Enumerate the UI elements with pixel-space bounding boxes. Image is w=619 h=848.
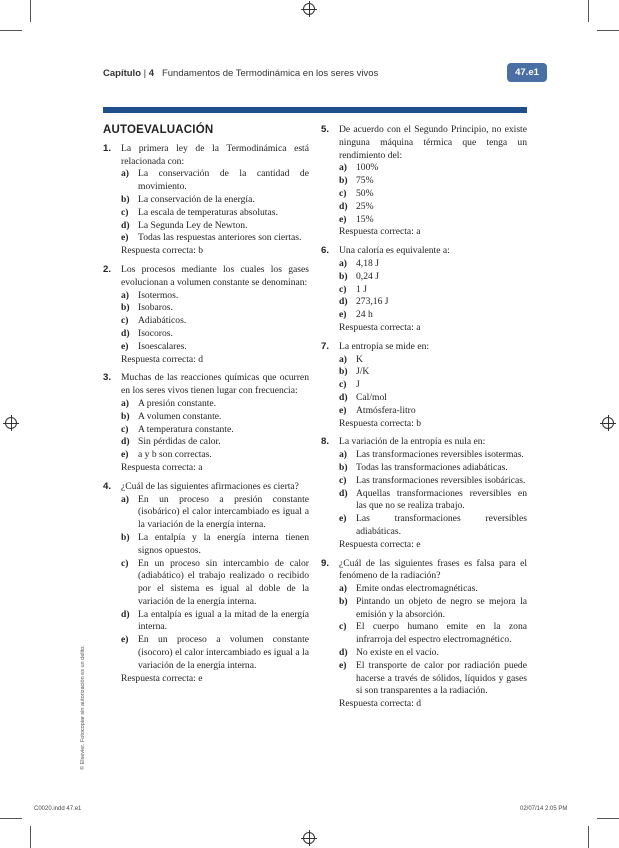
answer-option: [121, 494, 309, 532]
section-title: AUTOEVALUACIÓN: [103, 124, 214, 136]
answer-option: [121, 168, 309, 194]
option-text: Las transformaciones reversibles adiabáticas.: [356, 513, 527, 537]
option-text: Emite ondas electromagnéticas.: [356, 583, 478, 595]
question-item: [103, 372, 309, 474]
option-text: 15%: [356, 213, 374, 225]
question-number: 7.: [321, 340, 330, 352]
answer-option: [121, 634, 309, 672]
question-number: 8.: [321, 436, 330, 448]
question-item: [321, 124, 527, 239]
answer-option: [339, 214, 527, 227]
option-letter: d): [121, 327, 130, 339]
option-text: Aquellas transformaciones reversibles en las que no se realiza trabajo.: [356, 487, 527, 512]
option-text: Las transformaciones reversibles isotermas.: [356, 449, 524, 461]
left-column: [103, 124, 309, 691]
option-text: La Segunda Ley de Newton.: [138, 219, 248, 231]
question-item: [103, 481, 309, 686]
option-text: Pintando un objeto de negro se mejora la emisión y la absorción.: [356, 595, 527, 620]
option-letter: e): [121, 340, 129, 352]
answer-option: [339, 188, 527, 201]
question-number: 5.: [321, 124, 330, 135]
question-number: 9.: [321, 557, 330, 569]
option-letter: e): [339, 404, 347, 416]
option-text: Isotermos.: [138, 289, 179, 301]
option-text: 0,24 J: [356, 270, 379, 282]
answer-option: [339, 513, 527, 539]
option-letter: a): [339, 449, 347, 461]
question-item: [103, 143, 309, 258]
question-text: La primera ley de la Termodinámica está relacionada con:: [121, 142, 309, 167]
answer-option: [339, 175, 527, 188]
answer-option: [339, 162, 527, 175]
answer-option: [339, 596, 527, 622]
option-letter: d): [339, 296, 348, 308]
answer-option: [339, 201, 527, 214]
option-letter: b): [339, 366, 348, 378]
question-text: ¿Cuál de las siguientes frases es falsa para el fenómeno de la radiación?: [339, 557, 527, 582]
answer-option: [121, 315, 309, 328]
option-text: Todas las respuestas anteriores son ciertas.: [138, 232, 302, 244]
option-letter: b): [121, 193, 130, 205]
answer-option: [339, 354, 527, 367]
option-letter: b): [121, 531, 130, 543]
option-letter: c): [339, 621, 347, 633]
trim-mark: [588, 826, 589, 848]
option-letter: b): [121, 302, 130, 314]
question-text: Una caloría es equivalente a:: [339, 245, 450, 257]
question-number: 4.: [103, 480, 112, 492]
answer-option: [339, 284, 527, 297]
correct-answer: Respuesta correcta: a: [339, 321, 421, 333]
option-text: A volumen constante.: [138, 410, 222, 422]
option-letter: c): [121, 206, 129, 218]
answer-option: [121, 220, 309, 233]
correct-answer: Respuesta correcta: a: [121, 461, 203, 473]
option-letter: b): [339, 175, 348, 187]
option-letter: e): [339, 309, 347, 321]
option-letter: a): [121, 289, 129, 301]
option-text: 1 J: [356, 283, 367, 295]
answer-option: [339, 366, 527, 379]
question-item: [321, 558, 527, 712]
chapter-label: Capítulo: [103, 68, 141, 79]
answer-option: [339, 660, 527, 698]
page-number-badge: 47.e1: [507, 63, 547, 82]
answer-option: [339, 621, 527, 647]
option-letter: c): [339, 187, 347, 199]
option-letter: d): [121, 436, 130, 448]
option-letter: e): [339, 659, 347, 671]
option-text: La entalpía es igual a la mitad de la energía interna.: [138, 608, 309, 633]
question-number: 6.: [321, 245, 330, 257]
trim-mark: [30, 0, 31, 22]
trim-mark: [0, 818, 22, 819]
correct-answer: Respuesta correcta: a: [339, 226, 421, 238]
answer-option: [339, 379, 527, 392]
option-text: Adiabáticos.: [138, 315, 187, 327]
option-text: Isoescalares.: [138, 340, 187, 352]
option-letter: e): [339, 213, 347, 225]
answer-option: [121, 302, 309, 315]
option-text: 25%: [356, 200, 374, 212]
answer-option: [339, 405, 527, 418]
option-letter: a): [121, 397, 129, 409]
question-item: [321, 245, 527, 335]
option-text: Cal/mol: [356, 391, 387, 403]
option-text: K: [356, 353, 363, 365]
header-rule: [103, 107, 527, 113]
option-letter: a): [339, 583, 347, 595]
answer-option: [121, 398, 309, 411]
option-letter: b): [339, 595, 348, 607]
option-letter: a): [339, 162, 347, 174]
answer-option: [121, 558, 309, 609]
option-text: Isocoros.: [138, 327, 173, 339]
option-letter: c): [121, 423, 129, 435]
option-text: A presión constante.: [138, 397, 217, 409]
question-item: [321, 436, 527, 551]
option-text: El transporte de calor por radiación puede hacerse a través de sólidos, líquidos y gases si son transparentes a la radiación.: [356, 659, 527, 697]
footer-file: C0020.indd 47.e1: [34, 806, 82, 812]
option-text: El cuerpo humano emite en la zona infrarroja del espectro electromagnético.: [356, 621, 527, 646]
option-letter: c): [121, 315, 129, 327]
answer-option: [121, 424, 309, 437]
option-letter: a): [121, 493, 129, 505]
trim-mark: [30, 826, 31, 848]
correct-answer: Respuesta correcta: e: [339, 538, 421, 550]
option-text: Isobaros.: [138, 302, 173, 314]
answer-option: [339, 462, 527, 475]
option-text: La conservación de la cantidad de movimiento.: [138, 168, 309, 193]
correct-answer: Respuesta correcta: b: [339, 417, 422, 429]
option-letter: c): [339, 379, 347, 391]
option-letter: d): [339, 647, 348, 659]
question-text: La variación de la entropía es nula en:: [339, 436, 486, 448]
answer-option: [339, 475, 527, 488]
option-letter: c): [339, 474, 347, 486]
option-text: 75%: [356, 175, 374, 187]
answer-option: [339, 296, 527, 309]
option-letter: e): [121, 449, 129, 461]
right-column: [321, 124, 527, 717]
answer-option: [339, 271, 527, 284]
answer-option: [121, 449, 309, 462]
registration-mark-icon: [303, 832, 315, 844]
answer-option: [121, 436, 309, 449]
correct-answer: Respuesta correcta: d: [339, 698, 422, 710]
option-letter: c): [339, 283, 347, 295]
option-letter: a): [121, 168, 129, 180]
trim-mark: [0, 30, 22, 31]
registration-mark-icon: [5, 417, 17, 429]
option-letter: a): [339, 257, 347, 269]
question-number: 3.: [103, 372, 112, 384]
question-text: De acuerdo con el Segundo Principio, no existe ninguna máquina térmica que tenga un rendimiento del:: [339, 124, 527, 161]
answer-option: [121, 609, 309, 635]
correct-answer: Respuesta correcta: e: [121, 672, 203, 684]
trim-mark: [597, 818, 619, 819]
option-text: En un proceso a presión constante (isobárico) el calor intercambiado es igual a la variación de la energía interna.: [138, 493, 309, 531]
option-text: J/K: [356, 366, 370, 378]
option-text: 24 h: [356, 309, 373, 321]
option-letter: d): [339, 391, 348, 403]
question-item: [321, 341, 527, 431]
question-number: 2.: [103, 263, 112, 275]
option-letter: d): [121, 219, 130, 231]
option-letter: e): [121, 634, 129, 646]
answer-option: [339, 583, 527, 596]
option-letter: d): [339, 487, 348, 499]
option-text: J: [356, 379, 360, 391]
option-letter: a): [339, 353, 347, 365]
answer-option: [339, 392, 527, 405]
registration-mark-icon: [602, 417, 614, 429]
option-text: 273,16 J: [356, 296, 389, 308]
option-letter: b): [339, 270, 348, 282]
answer-option: [121, 341, 309, 354]
question-text: Muchas de las reacciones químicas que ocurren en los seres vivos tienen lugar con frecuencia:: [121, 372, 309, 397]
answer-option: [339, 309, 527, 322]
option-text: Sin pérdidas de calor.: [138, 436, 221, 448]
answer-option: [339, 258, 527, 271]
option-text: A temperatura constante.: [138, 423, 234, 435]
option-text: La conservación de la energía.: [138, 193, 255, 205]
option-text: Las transformaciones reversibles isobáricas.: [356, 474, 526, 486]
answer-option: [121, 207, 309, 220]
answer-option: [121, 328, 309, 341]
option-letter: e): [121, 232, 129, 244]
question-text: La entropía se mide en:: [339, 340, 430, 352]
answer-option: [121, 532, 309, 558]
chapter-number: 4: [148, 68, 155, 79]
question-item: [103, 264, 309, 366]
option-letter: b): [339, 461, 348, 473]
correct-answer: Respuesta correcta: d: [121, 353, 204, 365]
option-text: Todas las transformaciones adiabáticas.: [356, 461, 508, 473]
option-text: 100%: [356, 162, 379, 174]
correct-answer: Respuesta correcta: b: [121, 245, 204, 257]
registration-mark-icon: [303, 3, 315, 15]
option-text: 4,18 J: [356, 257, 379, 269]
option-text: a y b son correctas.: [138, 449, 212, 461]
option-text: La entalpía y la energía interna tienen signos opuestos.: [138, 531, 309, 556]
trim-mark: [597, 30, 619, 31]
option-text: Atmósfera-litro: [356, 404, 416, 416]
option-letter: d): [121, 608, 130, 620]
trim-mark: [588, 0, 589, 22]
option-letter: e): [339, 513, 347, 525]
answer-option: [121, 232, 309, 245]
option-letter: c): [121, 557, 129, 569]
question-text: Los procesos mediante los cuales los gases evolucionan a volumen constante se denominan:: [121, 263, 309, 288]
running-header: [103, 68, 378, 79]
question-number: 1.: [103, 142, 112, 154]
chapter-title: Fundamentos de Termodinámica en los seres vivos: [161, 68, 379, 79]
answer-option: [121, 194, 309, 207]
footer-date: 02/07/14 2:05 PM: [520, 806, 568, 812]
option-text: 50%: [356, 187, 374, 199]
answer-option: [339, 488, 527, 514]
option-letter: b): [121, 410, 130, 422]
option-text: En un proceso a volumen constante (isocoro) el calor intercambiado es igual a la variación de la energía interna.: [138, 634, 309, 671]
option-text: En un proceso sin intercambio de calor (adiabático) el trabajo realizado o recibido por el sistema es igual al doble de la variación de la energía interna.: [138, 557, 309, 607]
question-text: ¿Cuál de las siguientes afirmaciones es cierta?: [121, 480, 299, 492]
option-text: La escala de temperaturas absolutas.: [138, 206, 278, 218]
answer-option: [121, 290, 309, 303]
answer-option: [339, 647, 527, 660]
option-letter: d): [339, 200, 348, 212]
answer-option: [121, 411, 309, 424]
answer-option: [339, 449, 527, 462]
header-separator: |: [143, 68, 147, 79]
copyright-note: © Elsevier. Fotocopiar sin autorización es un delito.: [80, 645, 86, 770]
option-text: No existe en el vacío.: [356, 647, 439, 659]
